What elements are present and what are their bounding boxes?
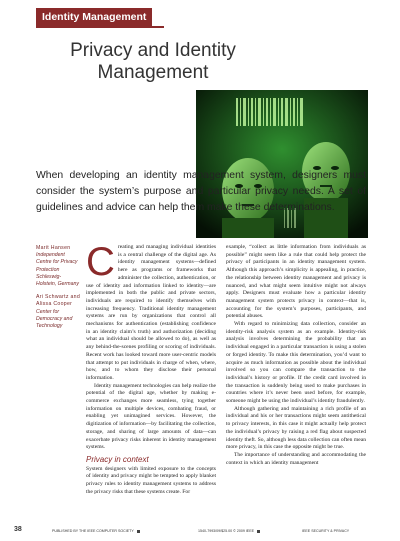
paragraph: example, “collect as little information from individuals as possible” might seem like a rule that could help protect the privacy of participants in an identity management system. Although this approach’s simplicity is appealing, in practice, the relationship between identity management and privacy is nuanced, and what might seem intuitive might not always apply. Designers must evaluate how a particular identity management system protects privacy in context—that is, accounting for the system’s purposes, participants, and potential abuses. bbox=[226, 244, 366, 320]
author-name: Marit Hansen bbox=[36, 245, 71, 251]
author-sidebar bbox=[36, 245, 80, 330]
paragraph: Identity management technologies can help realize the potential of the digital age, whether by making e-commerce exchanges more seamless, tying together information on multiple devices, combating fraud, or enabling yet unimagined services. However, the digitization of information—by facilitating the collection, storage, and sharing of large amounts of data—can exacerbate privacy risks inherent in identity management systems. bbox=[86, 382, 216, 451]
author-name: Ari Schwartz and Alissa Cooper bbox=[36, 294, 81, 308]
drop-cap: C bbox=[86, 240, 115, 284]
page-number: 38 bbox=[14, 526, 22, 533]
body-column-2 bbox=[226, 244, 366, 467]
separator-square-icon bbox=[257, 530, 260, 533]
article-deck: When developing an identity management system, designers must consider the system’s purpose and particular privacy needs. A set of guidelines and advice can help them make these determinations. bbox=[36, 170, 366, 213]
body-column-1 bbox=[86, 240, 216, 497]
paragraph: System designers with limited exposure to the concepts of identity and privacy might be tempted to apply blanket privacy rules to identity management systems to address the privacy risks that these systems create. For bbox=[86, 465, 216, 495]
paragraph: Although gathering and maintaining a rich profile of an individual and his or her transactions might seem antithetical to privacy interests, in this case it might actually help protect the individual’s privacy by raising a red flag about suspected identity theft. So, although less data collection can often mean more privacy, in this case the opposite might be true. bbox=[226, 405, 366, 451]
header-bar bbox=[0, 0, 400, 34]
magazine-name: IEEE SECURITY & PRIVACY bbox=[302, 529, 350, 533]
page-footer bbox=[0, 526, 400, 538]
author-affiliation: Center for Democracy and Technology bbox=[36, 308, 73, 330]
author-1 bbox=[36, 245, 80, 288]
publisher-line: PUBLISHED BY THE IEEE COMPUTER SOCIETY bbox=[52, 529, 143, 533]
header-rule bbox=[36, 26, 164, 28]
article-title: Privacy and Identity Management bbox=[70, 40, 236, 83]
separator-square-icon bbox=[137, 530, 140, 533]
paragraph: The importance of understanding and accommodating the context in which an identity management bbox=[226, 451, 366, 466]
paragraph: With regard to minimizing data collection, consider an identity-risk analysis system as an example. Identity-risk analysis involves determining the probability that an individual engaged in a particular transaction is using a stolen or forged identity. To make this determination, you’d want to acquire as much information as possible about the individual involved so you can compare the transaction to the individual’s history or profile. If the credit card involved in the transaction is suddenly being used to make purchases in countries where it’s never been used before, for example, someone might be using the individual’s identity fraudulently. bbox=[226, 321, 366, 405]
author-2 bbox=[36, 294, 80, 330]
paragraph: Creating and managing individual identities is a central challenge of the digital age. As identity management systems—defined here as programs or frameworks that administer the collection, authentication, or use of identity and information linked to identity—are implemented in both the public and private sectors, individuals are required to identify themselves with increasing frequency. Traditional identity management systems are run by organizations that control all mechanisms for authentication (establishing confidence in an identity claim’s truth) and authorization (deciding what an individual should be allowed to do), as well as any behind-the-scenes profiling or scoring of individuals. Recent work has looked toward more user-centric models that attempt to put individuals in charge of when, where, how, and to whom they disclose their personal information. bbox=[86, 240, 216, 381]
section-subhead: Privacy in context bbox=[86, 454, 149, 464]
copyright-line: 1540-7993/09/$25.00 © 2009 IEEE bbox=[198, 529, 263, 533]
section-label: Identity Management bbox=[36, 8, 152, 26]
author-affiliation: Independent Centre for Privacy Protection Schleswig-Holstein, Germany bbox=[36, 252, 79, 288]
